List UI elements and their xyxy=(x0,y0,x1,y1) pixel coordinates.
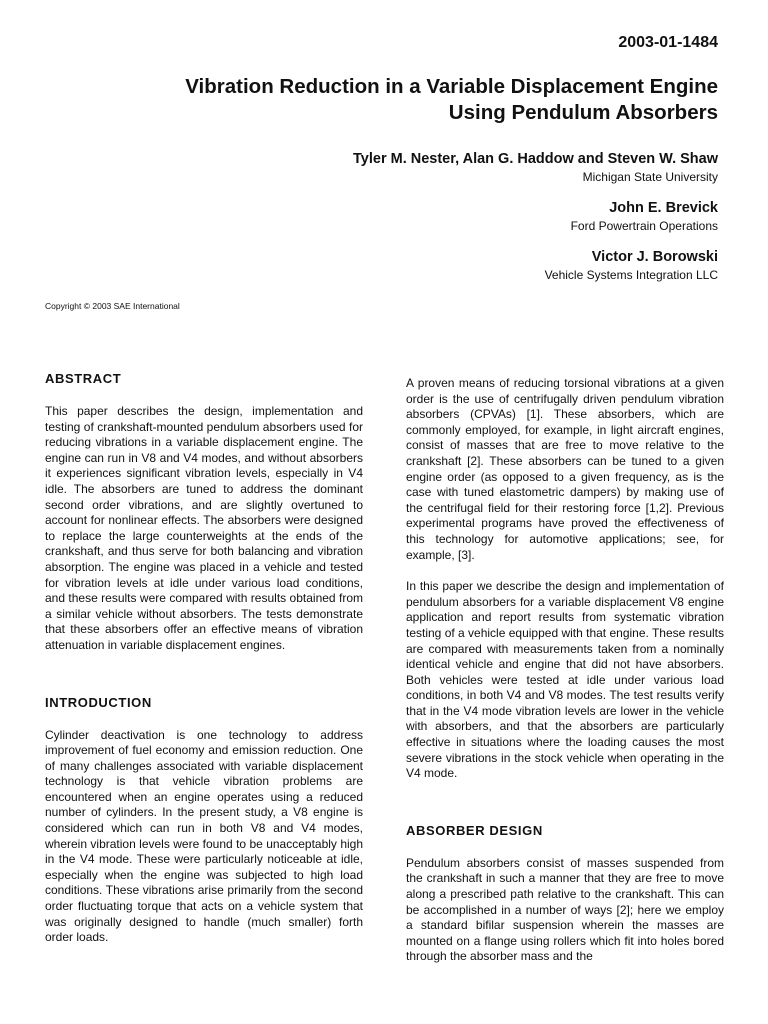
introduction-heading: INTRODUCTION xyxy=(45,694,152,710)
paper-title xyxy=(78,74,718,126)
author-names: John E. Brevick xyxy=(609,200,718,216)
author-affiliation: Vehicle Systems Integration LLC xyxy=(544,268,718,282)
introduction-text: Cylinder deactivation is one technology to address improvement of fuel economy and emission reduction. One of many challenges associated with variable displacement technology is that vehicle vibration problems are encountered when an engine operates using a reduced number of cylinders. In the present study, a V8 engine is considered which can run in both V8 and V4 modes, wherein vibration levels were found to be unacceptably high in the V4 mode. These were particularly noticeable at idle, especially when the engine was subjected to high load conditions. These vibrations arise primarily from the second order fluctuating torque that acts on a vehicle system that was originally designed to handle (much smaller) forth order loads. xyxy=(45,727,363,945)
author-names: Victor J. Borowski xyxy=(591,249,718,265)
absorber-design-heading: ABSORBER DESIGN xyxy=(406,822,543,838)
paper-id: 2003-01-1484 xyxy=(618,34,718,51)
body-paragraph: A proven means of reducing torsional vibrations at a given order is the use of centrifugally driven pendulum vibration absorbers (CPVAs) [1]. These absorbers, which are commonly employed, for example, in light aircraft engines, consist of masses that are free to move relative to the crankshaft [2]. These absorbers can be tuned to a given engine order (as opposed to a given frequency, as is the case with tuned elastometric dampers) by making use of the centrifugal field for their restoring force [1,2]. Previous experimental programs have proved the effectiveness of this technology for automotive applications; see, for example, [3]. xyxy=(406,376,724,562)
author-group-ford xyxy=(571,199,718,234)
absorber-design-text: Pendulum absorbers consist of masses suspended from the crankshaft in such a manner that they are free to move along a prescribed path relative to the crankshaft. This can be accomplished in a number of ways [2]; here we employ a standard bifilar suspension wherein the masses are mounted on a flange using rollers which fit into holes bored through the absorber mass and the xyxy=(406,855,724,964)
abstract-heading: ABSTRACT xyxy=(45,371,122,386)
right-column xyxy=(406,376,724,981)
copyright-notice: Copyright © 2003 SAE International xyxy=(45,301,180,311)
title-line: Using Pendulum Absorbers xyxy=(448,101,718,124)
title-line: Vibration Reduction in a Variable Displacement Engine xyxy=(185,75,718,98)
author-names: Tyler M. Nester, Alan G. Haddow and Steven W. Shaw xyxy=(353,151,718,167)
author-group-msu xyxy=(353,150,718,185)
author-affiliation: Ford Powertrain Operations xyxy=(570,219,718,233)
body-paragraph: In this paper we describe the design and implementation of pendulum absorbers for a variable displacement V8 engine application and report results from systematic vibration testing of a vehicle equipped with that engine. These results are compared with measurements taken from a nominally identical vehicle and engine that did not have absorbers. Both vehicles were tested at idle under various load conditions, in both V4 and V8 modes. The test results verify that in the V4 mode vibration levels are lower in the vehicle with absorbers, and that the absorbers are particularly effective in situations where the loading causes the most severe vibrations in the stock vehicle when operating in the V4 mode. xyxy=(406,579,724,781)
author-group-vsi xyxy=(545,248,718,283)
left-column xyxy=(45,370,363,962)
author-affiliation: Michigan State University xyxy=(582,170,718,184)
abstract-text: This paper describes the design, implementation and testing of crankshaft-mounted pendulum absorbers used for reducing vibrations in a variable displacement engine. The engine can run in V8 and V4 modes, and without absorbers it experiences significant vibration levels, especially in V4 idle. The absorbers are tuned to address the dominant second order vibrations, and are slightly overtuned to account for nonlinear effects. The absorbers were designed to replace the large counterweights at the ends of the crankshaft, and thus serve for both balancing and vibration absorption. The engine was placed in a vehicle and tested for vibration levels at idle under various load conditions, and these results were compared with results obtained from a similar vehicle without absorbers. The tests demonstrate that these absorbers offer an effective means of vibration attenuation in variable displacement engines. xyxy=(45,404,363,652)
